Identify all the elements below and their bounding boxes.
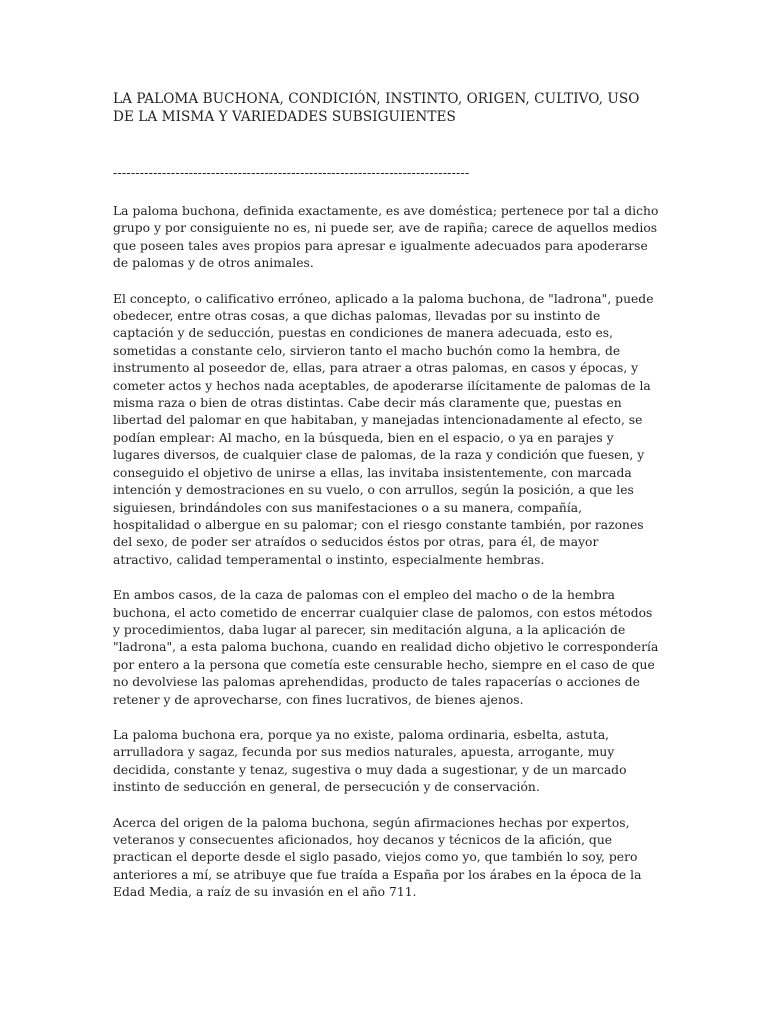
separator-line: -------------------------------------------------------------------------------- [113, 165, 470, 180]
paragraph: La paloma buchona era, porque ya no existe, paloma ordinaria, esbelta, astuta, arrulladora y sagaz, fecunda por sus medios naturales, apuesta, arrogante, muy decidida, constante y tenaz, sugestiva o muy dada a sugestionar, y de un marcado instinto de seducción en general, de persecución y de conservación. [113, 727, 627, 795]
paragraph: El concepto, o calificativo erróneo, aplicado a la paloma buchona, de "ladrona", puede obedecer, entre otras cosas, a que dichas palomas, llevadas por su instinto de captación y de seducción, puestas en condiciones de manera adecuada, esto es, sometidas a constante celo, sirvieron tanto el macho buchón como la hembra, de instrumento al poseedor de, ellas, para atraer a otras palomas, en casos y épocas, y cometer actos y hechos nada aceptables, de apoderarse ilícitamente de palomas de la misma raza o bien de otras distintas. Cabe decir más claramente que, puestas en libertad del palomar en que habitaban, y manejadas intencionadamente al efecto, se podían emplear: Al macho, en la búsqueda, bien en el espacio, o ya en parajes y lugares diversos, de cualquier clase de palomas, de la raza y condición que fuesen, y conseguido el objetivo de unirse a ellas, las invitaba insistentemente, con marcada intención y demostraciones en su vuelo, o con arrullos, según la posición, a que les siguiesen, brindándoles con sus manifestaciones o a su manera, compañía, hospitalidad o albergue en su palomar; con el riesgo constante también, por razones del sexo, de poder ser atraídos o seducidos éstos por otras, para él, de mayor atractivo, calidad temperamental o instinto, especialmente hembras. [113, 291, 654, 567]
document-title: LA PALOMA BUCHONA, CONDICIÓN, INSTINTO, ORIGEN, CULTIVO, USO DE LA MISMA Y VARIEDADES SUBSIGUIENTES [113, 91, 640, 125]
paragraph: Acerca del origen de la paloma buchona, según afirmaciones hechas por expertos, veteranos y consecuentes aficionados, hoy decanos y técnicos de la afición, que practican el deporte desde el siglo pasado, viejos como yo, que también lo soy, pero anteriores a mí, se atribuye que fue traída a España por los árabes en la época de la Edad Media, a raíz de su invasión en el año 711. [113, 815, 642, 900]
paragraph: La paloma buchona, definida exactamente, es ave doméstica; pertenece por tal a dicho grupo y por consiguiente no es, ni puede ser, ave de rapiña; carece de aquellos medios que poseen tales aves propios para apresar e igualmente adecuados para apoderarse de palomas y de otros animales. [113, 204, 659, 271]
document-body [113, 90, 660, 902]
paragraph: En ambos casos, de la caza de palomas con el empleo del macho o de la hembra buchona, el acto cometido de encerrar cualquier clase de palomos, con estos métodos y procedimientos, daba lugar al parecer, sin meditación alguna, a la aplicación de "ladrona", a esta paloma buchona, cuando en realidad dicho objetivo le correspondería por entero a la persona que cometía este censurable hecho, siempre en el caso de que no devolviese las palomas aprehendidas, producto de tales rapacerías o acciones de retener y de aprovecharse, con fines lucrativos, de bienes ajenos. [113, 588, 659, 707]
